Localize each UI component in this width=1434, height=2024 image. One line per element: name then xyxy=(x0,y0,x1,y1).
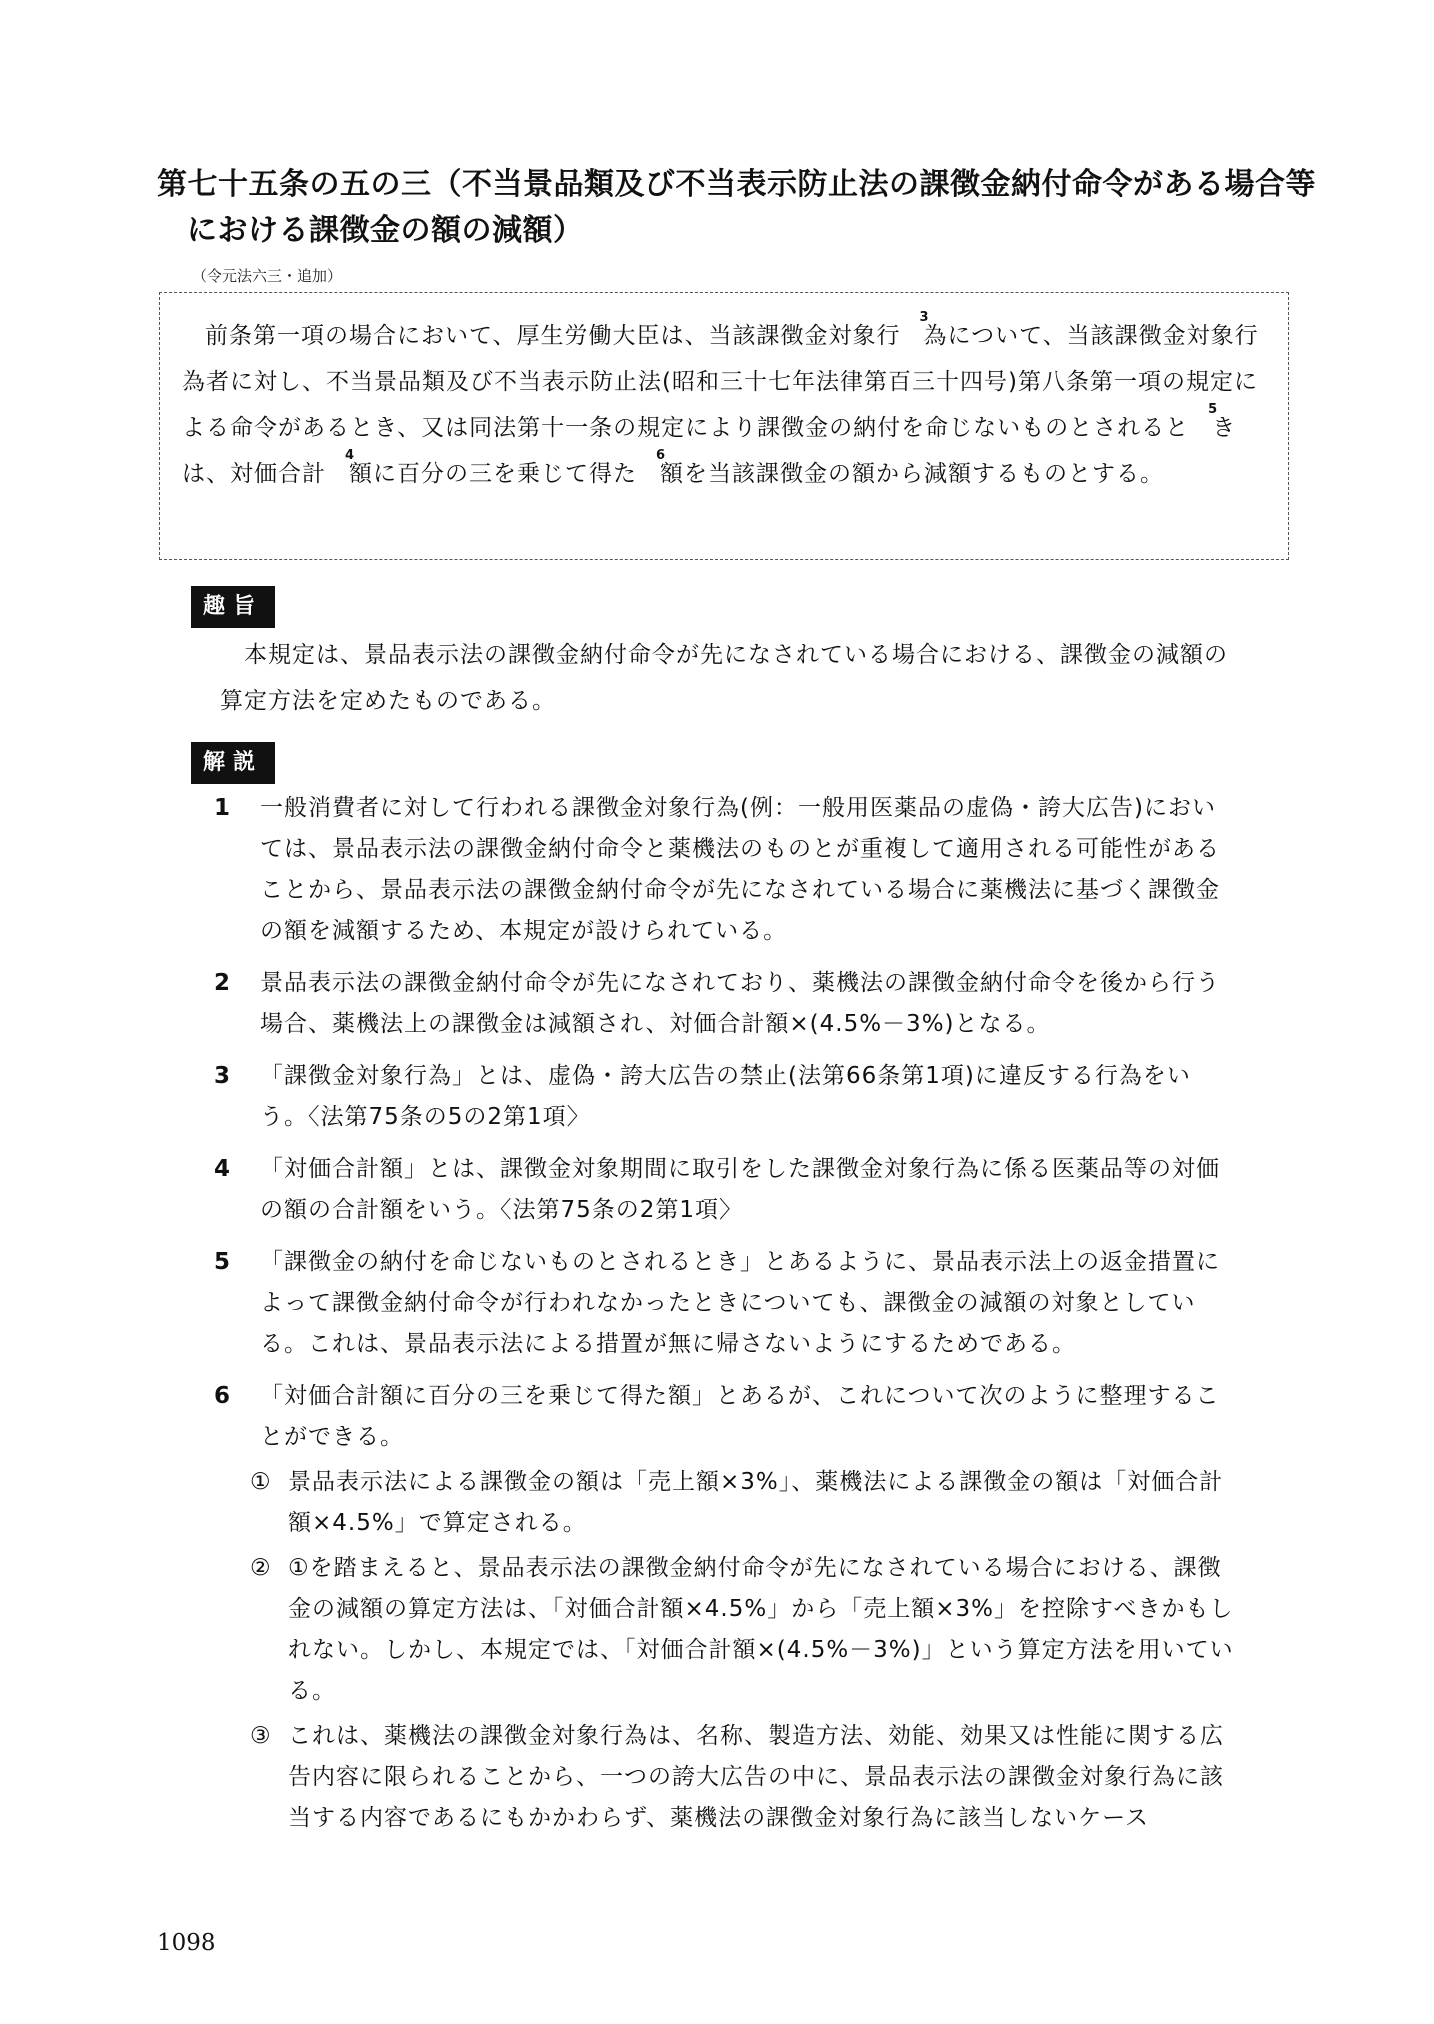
item-text: 景品表示法の課徴金納付命令が先になされており、薬機法の課徴金納付命令を後から行う場合、薬機法上の課徴金は減額され、対価合計額×(4.5%－3%)となる。 xyxy=(260,970,1220,1037)
page-number: 1098 xyxy=(157,1930,216,1956)
commentary-item-2 xyxy=(214,963,1234,1045)
statute-segment: に百分の三を乗じて得た xyxy=(373,461,637,487)
reference-number: 6 xyxy=(655,448,666,463)
item-text: 「対価合計額」とは、課徴金対象期間に取引をした課徴金対象行為に係る医薬品等の対価の額の合計額をいう。〈法第75条の2第1項〉 xyxy=(260,1156,1220,1223)
item-number: 1 xyxy=(214,795,232,821)
statute-segment: 前条第一項の場合において、厚生労働大臣は、当該課徴金対象行 xyxy=(205,323,901,349)
item-number: 6 xyxy=(214,1383,232,1409)
reference-number: 5 xyxy=(1208,402,1218,417)
article-title: 第七十五条の五の三（不当景品類及び不当表示防止法の課徴金納付命令がある場合等における課徴金の額の減額） xyxy=(157,167,1316,248)
item-text: 「対価合計額に百分の三を乗じて得た額」とあるが、これについて次のように整理することができる。 xyxy=(260,1383,1220,1450)
item-text: 「課徴金の納付を命じないものとされるとき」とあるように、景品表示法上の返金措置によって課徴金納付命令が行われなかったときについても、課徴金の減額の対象としている。これは、景品表示法による措置が無に帰さないようにするためである。 xyxy=(260,1249,1220,1357)
item-number: 2 xyxy=(214,970,232,996)
statute-text-box xyxy=(159,292,1289,560)
sub-item-number: ③ xyxy=(250,1723,272,1749)
item-number: 5 xyxy=(214,1249,232,1275)
reference-number: 3 xyxy=(919,310,929,325)
sub-item-text: 景品表示法による課徴金の額は「売上額×3%」、薬機法による課徴金の額は「対価合計額×4.5%」で算定される。 xyxy=(288,1469,1224,1536)
commentary-heading: 解説 xyxy=(191,742,275,784)
statute-segment: を当該課徴金の額から減額するものとする。 xyxy=(684,461,1164,487)
reference-mark-6: 額 6 xyxy=(655,448,684,487)
sub-item-number: ① xyxy=(250,1469,272,1495)
purpose-text: 本規定は、景品表示法の課徴金納付命令が先になされている場合における、課徴金の減額の算定方法を定めたものである。 xyxy=(220,642,1228,714)
sub-item-text: これは、薬機法の課徴金対象行為は、名称、製造方法、効能、効果又は性能に関する広告内容に限られることから、一つの誇大広告の中に、景品表示法の課徴金対象行為に該当する内容であるにもかかわらず、薬機法の課徴金対象行為に該当しないケース xyxy=(288,1723,1224,1831)
sub-item-2 xyxy=(236,1548,1234,1712)
commentary-list xyxy=(214,788,1234,1850)
commentary-item-1 xyxy=(214,788,1234,952)
sub-item-text: ①を踏まえると、景品表示法の課徴金納付命令が先になされている場合における、課徴金の減額の算定方法は、「対価合計額×4.5%」から「売上額×3%」を控除すべきかもしれない。しかし、本規定では、「対価合計額×(4.5%－3%)」という算定方法を用いている。 xyxy=(288,1555,1234,1704)
commentary-item-6 xyxy=(214,1376,1234,1839)
reference-mark-3: 為 3 xyxy=(919,310,948,349)
sub-item-3 xyxy=(236,1716,1234,1839)
item-text: 「課徴金対象行為」とは、虚偽・誇大広告の禁止(法第66条第1項)に違反する行為をいう。〈法第75条の5の2第1項〉 xyxy=(260,1063,1191,1130)
statute-text xyxy=(182,310,1264,497)
reference-mark-5: き 5 xyxy=(1208,402,1237,441)
sub-item-number: ② xyxy=(250,1555,272,1581)
commentary-item-5 xyxy=(214,1242,1234,1365)
item-text: 一般消費者に対して行われる課徴金対象行為(例：一般用医薬品の虚偽・誇大広告)においては、景品表示法の課徴金納付命令と薬機法のものとが重複して適用される可能性があることから、景品表示法の課徴金納付命令が先になされている場合に薬機法に基づく課徴金の額を減額するため、本規定が設けられている。 xyxy=(260,795,1220,944)
amendment-note: （令元法六三・追加） xyxy=(192,267,343,285)
sub-item-1 xyxy=(236,1462,1234,1544)
reference-mark-4: 額 4 xyxy=(344,448,373,487)
statute-segment: について、当該課徴金対象行為者に対し、不当景品類及び不当表示防止法(昭和三十七年法律第百三十四号)第八条第一項の規定による命令があるとき、又は同法第十一条の規定により課徴金の納付を命じないものとされると xyxy=(182,323,1259,441)
reference-number: 4 xyxy=(344,448,355,463)
statute-segment: は、対価合計 xyxy=(182,461,326,487)
commentary-item-3 xyxy=(214,1056,1234,1138)
item-number: 4 xyxy=(214,1156,232,1182)
purpose-heading: 趣旨 xyxy=(191,586,275,628)
item-number: 3 xyxy=(214,1063,232,1089)
commentary-item-4 xyxy=(214,1149,1234,1231)
